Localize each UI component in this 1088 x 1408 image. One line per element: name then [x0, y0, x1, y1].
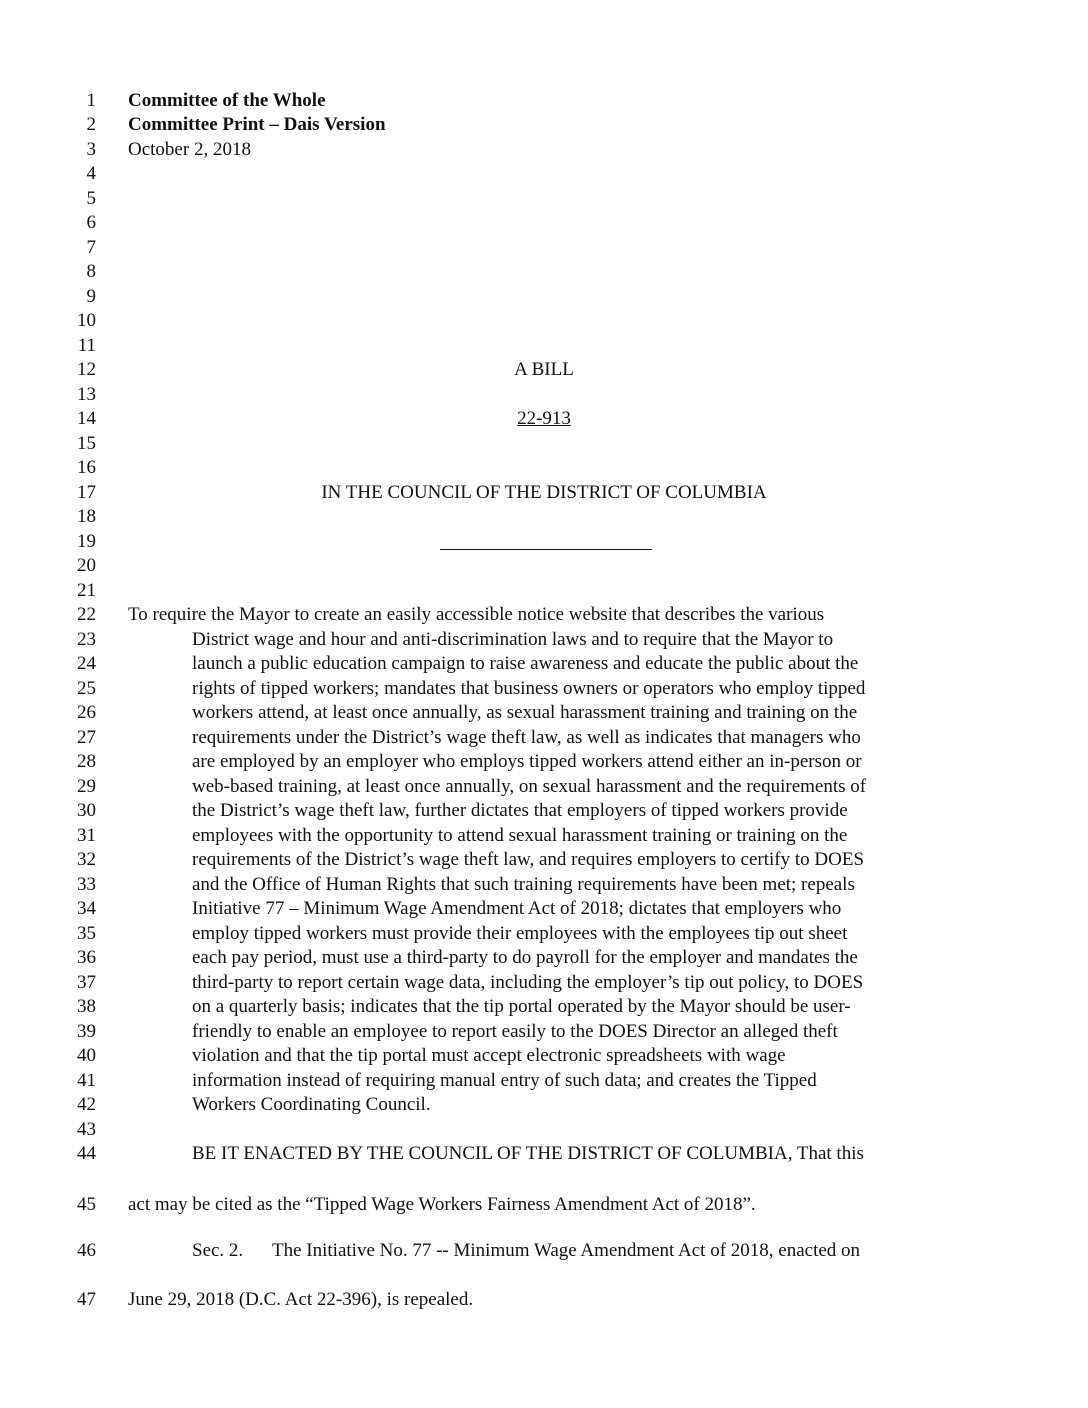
line-number: 41	[77, 1070, 96, 1091]
long-title-line: are employed by an employer who employs tipped workers attend either an in-person or	[192, 751, 862, 772]
line-number: 47	[77, 1289, 96, 1310]
line-number: 40	[77, 1045, 96, 1066]
bill-title: A BILL	[514, 359, 574, 380]
line-number: 5	[86, 188, 96, 209]
line-number: 27	[77, 727, 96, 748]
print-date: October 2, 2018	[128, 139, 251, 160]
long-title-line: friendly to enable an employee to report easily to the DOES Director an alleged theft	[192, 1021, 838, 1042]
long-title-line: workers attend, at least once annually, as sexual harassment training and training on the	[192, 702, 858, 723]
line-number: 35	[77, 923, 96, 944]
line-number: 25	[77, 678, 96, 699]
line-number: 6	[86, 212, 96, 233]
line-number: 4	[86, 163, 96, 184]
line-number: 34	[77, 898, 96, 919]
long-title-line: employ tipped workers must provide their employees with the employees tip out sheet	[192, 923, 848, 944]
line-number: 14	[77, 408, 96, 429]
bill-number: 22-913	[517, 408, 571, 429]
long-title-line: requirements under the District’s wage theft law, as well as indicates that managers who	[192, 727, 861, 748]
long-title-line: launch a public education campaign to raise awareness and educate the public about the	[192, 653, 859, 674]
signature-line	[440, 549, 652, 550]
line-number: 15	[77, 433, 96, 454]
long-title-line: Workers Coordinating Council.	[192, 1094, 431, 1115]
print-version: Committee Print – Dais Version	[128, 114, 386, 135]
line-number: 46	[77, 1240, 96, 1261]
long-title-line: on a quarterly basis; indicates that the tip portal operated by the Mayor should be user-	[192, 996, 851, 1017]
long-title-line: information instead of requiring manual entry of such data; and creates the Tipped	[192, 1070, 817, 1091]
enacting-clause: BE IT ENACTED BY THE COUNCIL OF THE DISTRICT OF COLUMBIA, That this	[192, 1143, 864, 1164]
committee-name: Committee of the Whole	[128, 90, 326, 111]
long-title-line: the District’s wage theft law, further dictates that employers of tipped workers provide	[192, 800, 848, 821]
line-number: 11	[77, 335, 96, 356]
line-number: 37	[77, 972, 96, 993]
line-number: 2	[86, 114, 96, 135]
line-number: 36	[77, 947, 96, 968]
long-title-line: requirements of the District’s wage theft law, and requires employers to certify to DOES	[192, 849, 865, 870]
long-title-line: third-party to report certain wage data, including the employer’s tip out policy, to DOES	[192, 972, 864, 993]
long-title-line: Initiative 77 – Minimum Wage Amendment Act of 2018; dictates that employers who	[192, 898, 842, 919]
line-number: 31	[77, 825, 96, 846]
line-number: 30	[77, 800, 96, 821]
line-number: 38	[77, 996, 96, 1017]
line-number: 20	[77, 555, 96, 576]
long-title-line: To require the Mayor to create an easily accessible notice website that describes the various	[128, 604, 825, 625]
section-label: Sec. 2.	[192, 1240, 244, 1261]
long-title-line: District wage and hour and anti-discrimination laws and to require that the Mayor to	[192, 629, 834, 650]
line-number: 21	[77, 580, 96, 601]
line-number: 44	[77, 1143, 96, 1164]
line-number: 18	[77, 506, 96, 527]
line-number: 28	[77, 751, 96, 772]
line-number: 13	[77, 384, 96, 405]
line-number: 26	[77, 702, 96, 723]
line-number: 42	[77, 1094, 96, 1115]
long-title-line: violation and that the tip portal must accept electronic spreadsheets with wage	[192, 1045, 786, 1066]
long-title-line: employees with the opportunity to attend sexual harassment training or training on the	[192, 825, 848, 846]
line-number: 8	[86, 261, 96, 282]
long-title-line: web-based training, at least once annually, on sexual harassment and the requirements of	[192, 776, 867, 797]
line-number: 1	[86, 90, 96, 111]
line-number: 10	[77, 310, 96, 331]
line-number: 19	[77, 531, 96, 552]
line-number: 43	[77, 1119, 96, 1140]
line-number: 39	[77, 1021, 96, 1042]
line-number: 24	[77, 653, 96, 674]
section-text-cont: June 29, 2018 (D.C. Act 22-396), is repealed.	[128, 1289, 474, 1310]
line-number: 33	[77, 874, 96, 895]
line-number: 16	[77, 457, 96, 478]
long-title-line: each pay period, must use a third-party to do payroll for the employer and mandates the	[192, 947, 858, 968]
long-title-line: and the Office of Human Rights that such training requirements have been met; repeals	[192, 874, 855, 895]
line-number: 23	[77, 629, 96, 650]
line-number: 7	[86, 237, 96, 258]
line-number: 17	[77, 482, 96, 503]
line-number: 29	[77, 776, 96, 797]
section-text: The Initiative No. 77 -- Minimum Wage Amendment Act of 2018, enacted on	[272, 1240, 861, 1261]
line-number: 12	[77, 359, 96, 380]
council-heading: IN THE COUNCIL OF THE DISTRICT OF COLUMBIA	[321, 482, 767, 503]
line-number: 32	[77, 849, 96, 870]
line-number: 9	[86, 286, 96, 307]
long-title-line: rights of tipped workers; mandates that business owners or operators who employ tipped	[192, 678, 866, 699]
line-number: 3	[86, 139, 96, 160]
enacting-clause-cont: act may be cited as the “Tipped Wage Workers Fairness Amendment Act of 2018”.	[128, 1194, 756, 1215]
line-number: 45	[77, 1194, 96, 1215]
line-number: 22	[77, 604, 96, 625]
